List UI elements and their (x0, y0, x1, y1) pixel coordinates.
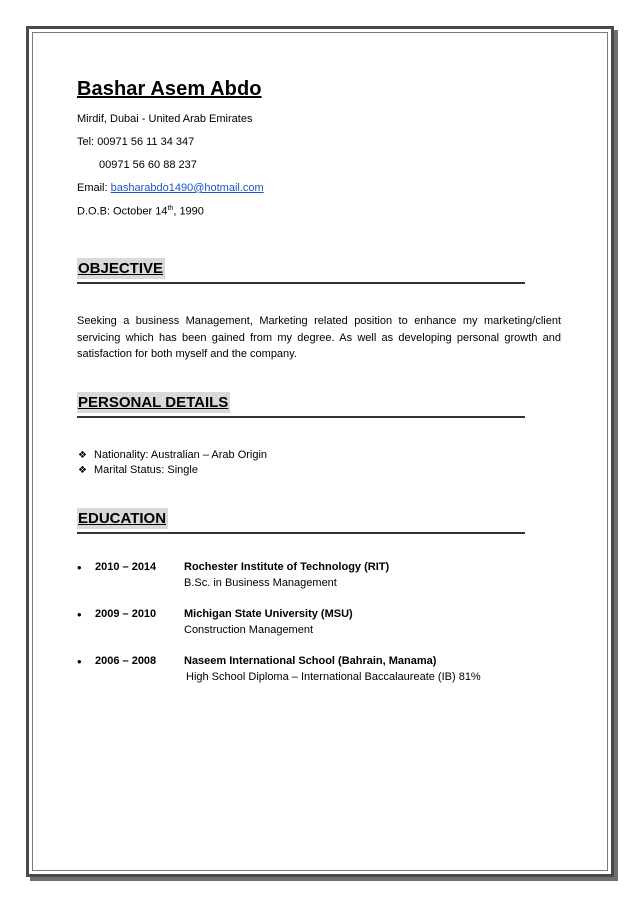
address-line: Mirdif, Dubai - United Arab Emirates (77, 113, 253, 125)
objective-heading (77, 258, 525, 284)
dob-year: , 1990 (173, 205, 204, 218)
education-heading (77, 508, 525, 534)
education-degree: Construction Management (184, 624, 314, 636)
education-years: 2010 – 2014 (95, 561, 157, 573)
telephone-line (77, 136, 194, 148)
personal-details-heading (77, 392, 525, 418)
telephone-label: Tel: (77, 136, 98, 148)
personal-item (78, 464, 198, 476)
diamond-bullet-icon: ❖ (78, 465, 87, 476)
marital-status-text: Marital Status: Single (94, 464, 198, 476)
education-school: Naseem International School (Bahrain, Manama) (184, 655, 437, 667)
education-years: 2006 – 2008 (95, 655, 157, 667)
education-years: 2009 – 2010 (95, 608, 157, 620)
diamond-bullet-icon: ❖ (78, 450, 87, 461)
dob-label: D.O.B: October 14 (77, 205, 168, 218)
bullet-dot-icon: • (77, 607, 82, 622)
telephone-number-2: 00971 56 60 88 237 (99, 159, 197, 171)
education-school: Rochester Institute of Technology (RIT) (184, 561, 390, 573)
email-line (77, 182, 264, 194)
education-degree: High School Diploma – International Baccalaureate (IB) 81% (186, 671, 481, 683)
page-border-shadow-bottom (30, 877, 618, 881)
bullet-dot-icon: • (77, 560, 82, 575)
dob-ordinal: th (167, 205, 174, 212)
email-label: Email: (77, 182, 111, 194)
personal-details-heading-text: PERSONAL DETAILS (78, 394, 229, 411)
dob-line (77, 205, 204, 218)
candidate-name: Bashar Asem Abdo (77, 78, 262, 100)
personal-item (78, 449, 267, 461)
bullet-dot-icon: • (77, 654, 82, 669)
objective-heading-text: OBJECTIVE (78, 260, 164, 277)
objective-text: Seeking a business Management, Marketing related position to enhance my marketing/client servicing which has been gained from my degree. As well as developing personal growth and satisfaction for both myself and the company. (77, 315, 561, 360)
education-school: Michigan State University (MSU) (184, 608, 353, 620)
education-degree: B.Sc. in Business Management (184, 577, 337, 589)
education-heading-text: EDUCATION (78, 510, 167, 527)
nationality-text: Nationality: Australian – Arab Origin (94, 449, 268, 461)
telephone-number-1: 00971 56 11 34 347 (97, 136, 195, 148)
email-link[interactable]: basharabdo1490@hotmail.com (110, 182, 264, 194)
page-border-shadow-right (614, 30, 618, 881)
